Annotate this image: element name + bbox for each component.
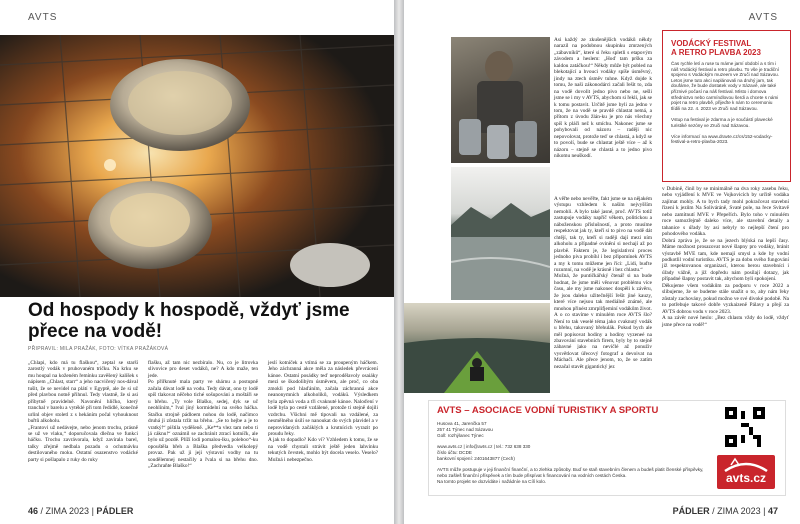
page-footer: PÁDLER / ZIMA 2023 | 47 <box>672 506 778 516</box>
left-page <box>0 0 394 524</box>
ad-contact-text: Husova 41, Jarenčka 57 257 41 Týnec nad Sázavou Goll: rozhýlanec Týnec www.avts.cz | info@avts.cz | tel.: 732 638 330 číslo účtu: DCDE bankovní spojení: 2401643877 (Cech) AVTS může postupuje v jeji finanční finanční, a to zlehka způsoby. Buď se staň stavebním členem a budeš platit členské příspěvky, nebo zašleš finanční příspěvek a tím bude přispívat k financování na vodních cestách Česka. Na tomto projekt se dozvídáte i nažádníe na Cílí kolo. <box>437 421 704 484</box>
page-number: 47 <box>767 506 778 516</box>
section-label: AVTS <box>748 12 778 23</box>
logo-text: avts.cz <box>725 471 767 485</box>
article-column: A věřte nebo nevěřte, fakt jsme se na nějakém výstupu vzhledem k naším nejvyšším nemohli. A bylo také jasné, proč. AVTS totiž zastupuje vodáky napříč věkem, politickou a náboženskou příslušností, a proto musíme respektovat jak ty, kteří si to pivo na vodě dát chtějí, tak ty, kteří si raději dají mezi ním alkoholu a případné ovinění si nechají až po plavbě. Faktem je, že legislativní proces jednoho piva probíhl i bez připomínek AVTS a my k tomu můžeme jen říci: „Lidi, buďte rozumní, na vodě je krásně i bez chlastu.“ Možná, že puntičkářský čtenář si na bude hodnat, že jsme měli věnovat problému více času, ale my jsme nakonec dospěli k závěru, že jsou daleko užitečnější řešit jiné kauzy, které více nejsou tak mediálně známé, ale mnohou přinést zmrplifjeminí vodákům život. A o co stavíme v minulém roce AVTS šlo? Není to tak veselé téma jako cvaknutý vodák u břehu, takovaný břehulák. Pokud bych ale měl popisovat hodiny a hodiny vyzeneé na zbavování stavebních firem, byly by to stejně zábavné jako na nevičlé až ponuživ vysvětlovat úřecový fotograf a devoivat na Máchači. Ale přece jenom, to, že se zatím nezačal stavět gigantický jez <box>554 196 652 370</box>
article-column: flašku, až tam nic nezbíralo. Nu, co je litrovka slivovice pro deset vodáků, ne? A kdo maže, ten jede. Po přiřknuté mala party ve shárnu a postupně začala dávat lodě na vodu. Tedy dávat, ono ty lodě spíš tlakovat něčeho tiché sošupováni a moštáři se u břehu. „Ty vole Blaško, sedej, dyk se uč neohlíním,“ řval jiný kormidelní na svého háčka. Stačku strojně pádloem nohou do lodě, načimco druhá ji zůstala tržit na břehu. „Se to hejbe a je to vratký!“ pištila vyděšeně. „Ke**a vlez tam nebo ti já cáknu!“ oznámil se zachránit ztrací kotníčk, ale bylo už pozdě. Plíží lodi pomalou‑lku, poleboo“-ku opouštěla břeh a Blaška předvedla velkolepý provaz. Pak už ji jeji výstavní vodby na tu soudělemnej nestačily a řvala si na břehu dno. „Zachraňte Blaško!“ <box>148 360 258 470</box>
avts-logo <box>717 455 775 489</box>
page-number: 46 <box>28 506 39 516</box>
photo-flooded-river <box>451 167 550 300</box>
article-column: v Dubině, činil by se minimálně na dva roky zasebu řeku, nebo vyjádření k MVE ve Vojkovicích by určitě vodáka zajímat mohly. A to bych tady mohl pokračovat stavební řízení k jezům Na Soliváráně, Svaté pole, na řece Svitavě nebo zamítnutí MVE v Přepeřích. Bylo toho v minulém roce samozřejmě daleko více, ale stavební detaily a tahanice s úřady by asi nebyly to nejlepší čtení pro pohodového vodáka. Dobrá zpráva je, že se na jezech blýská na lepší časy. Máme možnost prosazovat nové šlapny pro vodáky, bránit výstavbě MVE tam, kde nemají smysl a kde by vodní podkotlil vodní turistiku. AVTS je za dobu svého fungování již respektovanou organizací, kterou berou stavebníci i úřady vážně, a již dopředu nám posílají dotazy, jak případné šlapny postavit tak, abychom byli spokojení. Děkujeme všem vodákům za podporu v roce 2022 a slibujeme, že se budeme stále snažit o to, aby nám řeky zůstaly zachovány, pokud možno ve své divoké podobě. Na to potřebuje takové dobře vyzkaizeně Pálavy a přejí za AVTS dobrou vodu v roce 2023. A na závěr nové heslo: „Bez chlastu vždy do lodě, vždyť jsme přece na vodě!“ <box>662 186 789 328</box>
photo-canoe-river <box>404 303 550 393</box>
article-column: Asi každý ze zkušenějších vodáků někdy narazil na podobnou skupinku zmrzených „zábavníků“, které si řeku spletli s etapovým závodem a heslem: „Hoď tam pršku za kaldou zatáčkou!“ Někdy může být pobled na blekotající a hvouci vodáky spíše úsměvný, jindy na ztech úsměv tuhne. Když dojde k tomu, že naši zákonodárci začali řešit to, zda na vodě dovolit jedno pivo nebo ne, sešli jsme se i my v AVTS, abychom si řekli, jak se k tomu postavit. Určitě jsme byli za jedno v tom, že na vodě se pravdě chlastat nemá, a přítom z úvodu žlán-ku je pro nás všechny spíš k pláči než k smíchu. Nakonec jsme se pohybovali od názoru – raději nic nepovolovat, protože teď se chlastá, a když se to povolí, bude se chlastat ještě více – až k názoru – stejně se chlastá a to jedno pivo nikomu neuškodí. <box>554 37 652 160</box>
qr-code-icon[interactable] <box>725 407 765 447</box>
magazine-name: PÁDLER <box>672 506 710 516</box>
magazine-name: PÁDLER <box>96 506 134 516</box>
article-headline: Od hospody k hospodě, vždyť jsme přece na vodě! <box>28 300 350 342</box>
photo-man-with-kegs <box>451 37 550 163</box>
hero-photo <box>0 35 394 297</box>
sidebar-title: VODÁCKÝ FESTIVAL A RETRO PLAVBA 2023 <box>671 39 761 57</box>
section-label: AVTS <box>28 12 58 23</box>
issue-label: ZIMA 2023 <box>45 506 90 516</box>
issue-label: ZIMA 2023 <box>717 506 761 516</box>
ad-title: AVTS – ASOCIACE VODNÍ TURISTIKY A SPORTU <box>437 405 659 416</box>
sidebar-text: Čas rychle letí a ruse tu máme jarní období a s tím i náš Vodácký festival a retro plavbu. To vše je tradiční spojeno s Vodáckým muzeem ve Zruči nad Sázavou. Letos jsme tuto akci naplánovali na druhý jarn, tak doufáme, že bude dostatek vody v Sázavě, ale také příznivé počasí na náš festival. Místo i domova střednictvo nebo carmíndlovou šerdi a chcete s námi pojet na retro plavbě, přijeďte k nám to ceremoniu tlídili na 22. 4. 2023 ve Zruči nad Sázavou. Vstup na festival je zdarma a je součástí plavecké turistiké sezóny ve Zruči nad Sázavou. Více informací na www.dravte.cz/cs/152-vodacky-festival-a-retro-plavba-2023. <box>671 61 780 145</box>
photo-credit: PŘIPRAVIL: MILA PRAŽÁK, FOTO: VÍTKA PRAŽÁKOVÁ <box>28 346 169 352</box>
article-column: „Chlapi, kdo má tu flaškou“, zeptal se starší zarostlý vodák v pruhovaném tričku. Na krku se mu houpal na koženém řemínku zavěšený kalíšek s nápisem „Chlast, starr“ a jeho nacvičený nos-dával tušit, že se nevidel na plátí v Egyptě, ale že si už před plavbou notně přihnul. Tedy vlastně, že si asi příbytně pravidelně. Navonění hlíčko, který tranchal v barelu a vytéklé při tom ředidlé, konečně urlinl objev stoletl z s hekáním počal vyhouknout buřtů alkoholu. „Frantovi už nedávejte, nebo jenom trochu, prásně se už ve vlaku,“ doporučovala dlečna ve funkci háčku. Trochu zavrávorala, když zavírala barel, talky zřejmě nedbala pozadu o ochutnávku destilovaného moku. Ostatní osazenstvo vodácké party si pošlapalo z ruky do ruky <box>28 360 138 463</box>
spine-gutter <box>394 0 404 524</box>
campfire-pot-image <box>0 35 394 297</box>
right-page <box>404 0 800 524</box>
festival-sidebar <box>662 30 791 182</box>
article-columns <box>28 360 378 470</box>
page-footer: 46 / ZIMA 2023 | PÁDLER <box>28 506 134 516</box>
avts-ad-box <box>428 400 786 496</box>
article-column: jeslí kotníček a vtímá se za proupeným háčkem. Jeho záchranná akce měla za následek převrácení kánoe. Ostatní posádky teď neprodělavoly osaiáky mezi se škodolibým úsměvem, ale proč, co oba zmokli pod hlaďáním, začala záchranná akce neanonymních alkoholiků, vodákü. Výsledkem byla zpěvná voda a tři cvaknuté kánoe. Naloďení v lodě byla po cestě vzdálené, protože ti stejně dojili vzdrchu. Všichni mě tipovali na vzdálené, za nesmělného úsilí se nanoukat do svých plavidel a v neprovídaných začáklých a krutnícich vyrazit po proudu řeky. A jak to dopadlo? Kdo ví? Vzhledem k tomu, že se na vodě chystali strávit ještě jeden lahvinku tekutých čevstek, mohlo být docela veselo. Veselo? Možná i nebezpečno. <box>268 360 378 463</box>
